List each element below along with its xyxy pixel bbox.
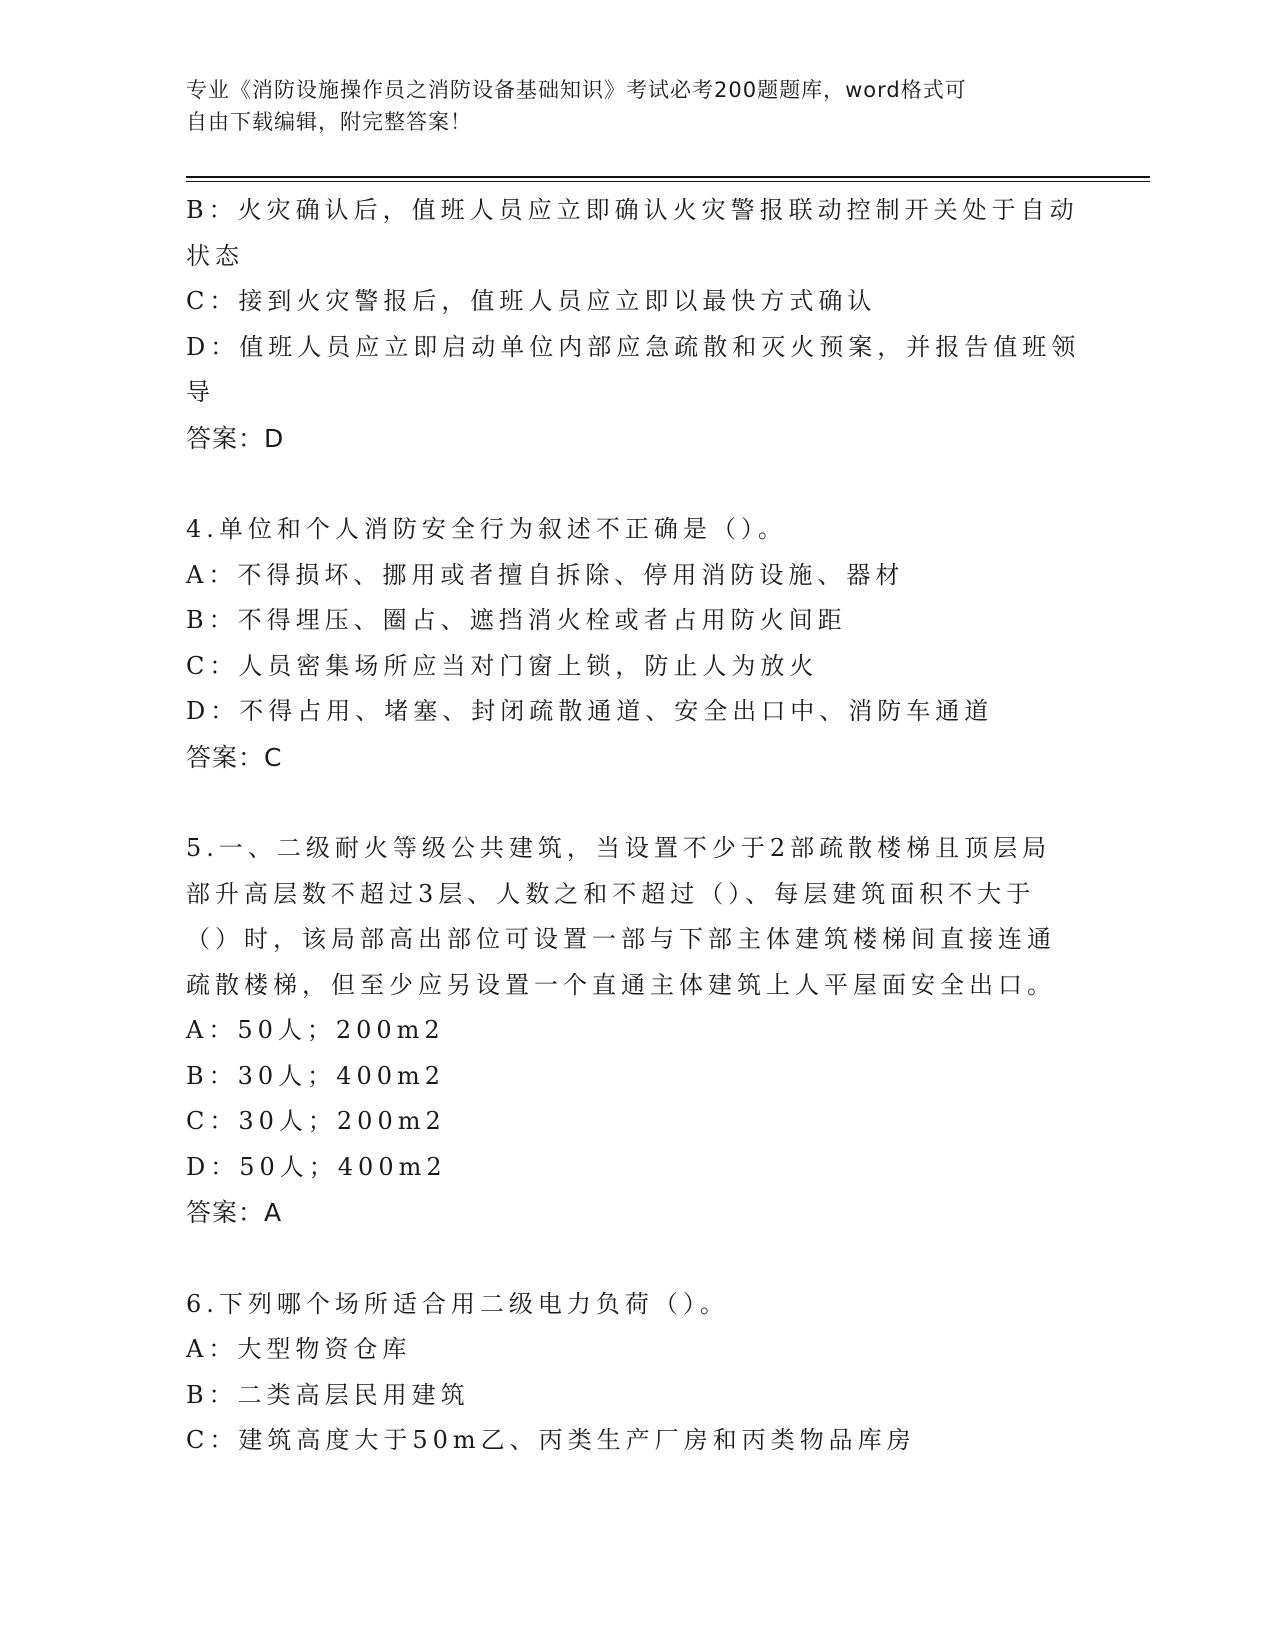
answer: 答案：D — [186, 423, 285, 453]
option-d-line-1: D：值班人员应立即启动单位内部应急疏散和灭火预案，并报告值班领 — [186, 332, 1081, 361]
question-5 — [186, 826, 1086, 1236]
question-stem: 6.下列哪个场所适合用二级电力负荷（）。 — [186, 1289, 729, 1318]
spacer — [186, 1236, 1086, 1282]
option-d-line-2: 导 — [186, 378, 215, 406]
option-a: A：50人；200m2 — [186, 1016, 445, 1044]
option-a: A：不得损坏、挪用或者擅自拆除、停用消防设施、器材 — [186, 560, 905, 589]
option-c: C：接到火灾警报后，值班人员应立即以最快方式确认 — [186, 287, 877, 315]
option-c: C：人员密集场所应当对门窗上锁，防止人为放火 — [186, 651, 819, 680]
option-a: A：大型物资仓库 — [186, 1335, 412, 1363]
header-divider-thick — [186, 176, 1150, 178]
spacer — [186, 780, 1086, 826]
question-4 — [186, 507, 1086, 780]
question-stem: 4.单位和个人消防安全行为叙述不正确是（）。 — [186, 515, 787, 543]
question-stem-line-2: 部升高层数不超过3层、人数之和不超过（）、每层建筑面积不大于 — [186, 879, 1036, 908]
question-6 — [186, 1282, 1086, 1464]
question-list — [186, 188, 1086, 1464]
option-d: D：50人；400m2 — [186, 1152, 447, 1181]
question-3 — [186, 188, 1086, 461]
document-header — [186, 74, 1066, 138]
option-b: B：不得埋压、圈占、遮挡消火栓或者占用防火间距 — [186, 606, 847, 634]
option-b-line-2: 状态 — [186, 241, 244, 270]
question-stem-line-1: 5.一、二级耐火等级公共建筑，当设置不少于2部疏散楼梯且顶层局 — [186, 834, 1052, 862]
option-d: D：不得占用、堵塞、封闭疏散通道、安全出口中、消防车通道 — [186, 697, 994, 725]
question-stem-line-3: （）时，该局部高出部位可设置一部与下部主体建筑楼梯间直接连通 — [186, 925, 1056, 953]
header-title-line-1: 专业《消防设施操作员之消防设备基础知识》考试必考200题题库，word格式可 — [186, 78, 967, 102]
spacer — [186, 461, 1086, 507]
option-b-line-1: B：火灾确认后，值班人员应立即确认火灾警报联动控制开关处于自动 — [186, 196, 1079, 224]
option-b: B：30人；400m2 — [186, 1061, 446, 1090]
option-c: C：30人；200m2 — [186, 1107, 446, 1135]
answer: 答案：C — [186, 742, 283, 772]
option-c: C：建筑高度大于50m乙、丙类生产厂房和丙类物品库房 — [186, 1426, 916, 1454]
answer: 答案：A — [186, 1198, 283, 1227]
option-b: B：二类高层民用建筑 — [186, 1380, 470, 1409]
header-divider-thin — [186, 181, 1150, 182]
header-title-line-2: 自由下载编辑，附完整答案！ — [186, 110, 472, 134]
question-stem-line-4: 疏散楼梯，但至少应另设置一个直通主体建筑上人平屋面安全出口。 — [186, 970, 1056, 999]
